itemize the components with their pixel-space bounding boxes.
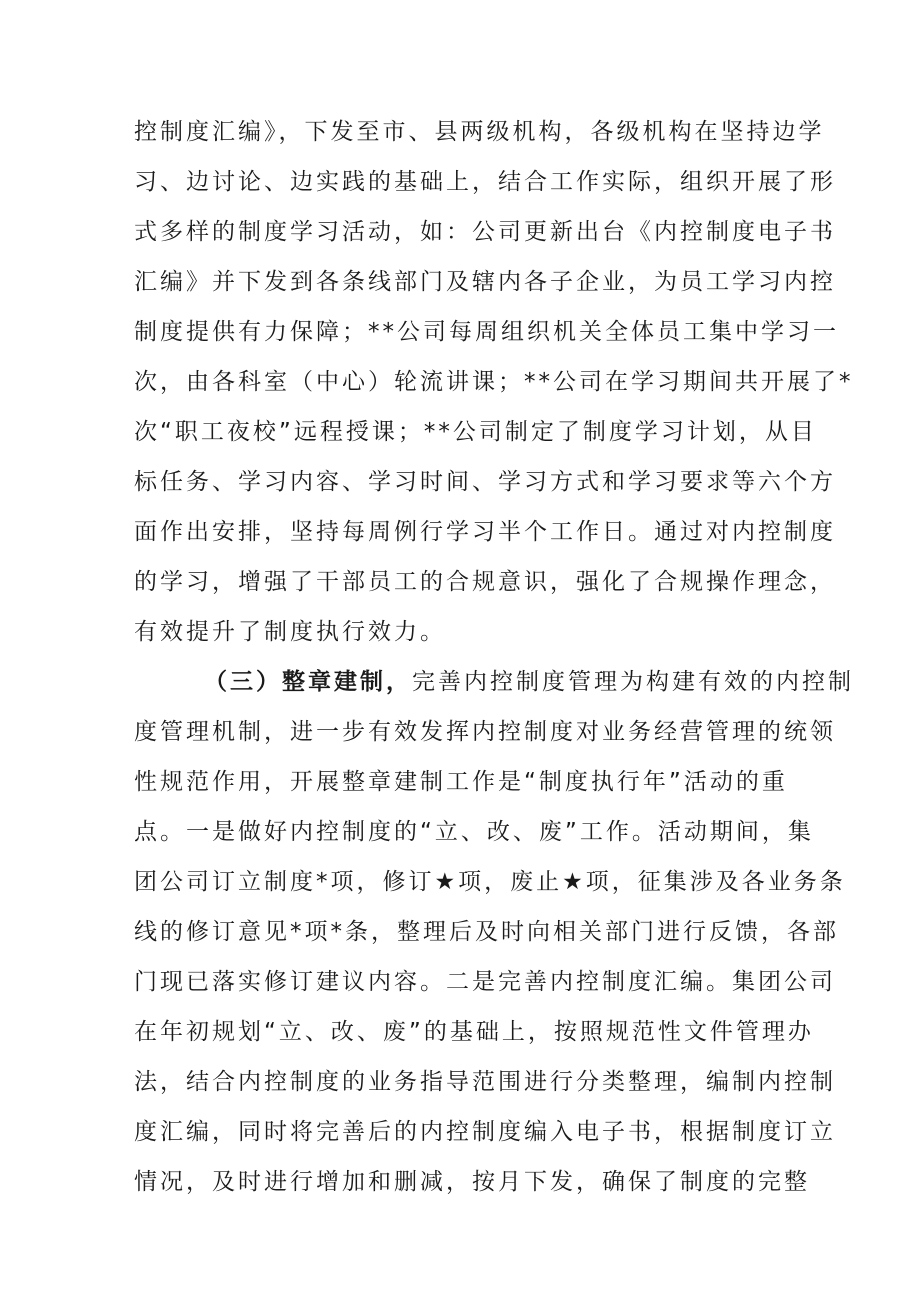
paragraph1-line-10: 的学习，增强了干部员工的合规意识，强化了合规操作理念， (134, 569, 836, 595)
paragraph2-line-3: 性规范作用，开展整章建制工作是“制度执行年”活动的重 (134, 769, 788, 795)
paragraph2-line-5: 团公司订立制度*项，修订★项，废止★项，征集涉及各业务条 (134, 869, 846, 895)
paragraph2-line-2: 度管理机制，进一步有效发挥内控制度对业务经营管理的统领 (134, 719, 836, 745)
paragraph2-line-8: 在年初规划“立、改、废”的基础上，按照规范性文件管理办 (134, 1019, 814, 1045)
paragraph1-line-3: 式多样的制度学习活动，如：公司更新出台《内控制度电子书 (134, 219, 836, 245)
paragraph1-line-5: 制度提供有力保障；**公司每周组织机关全体员工集中学习一 (134, 319, 839, 345)
paragraph2-line-11: 情况，及时进行增加和删减，按月下发，确保了制度的完整 (134, 1169, 810, 1195)
paragraph2-line-10: 度汇编，同时将完善后的内控制度编入电子书，根据制度订立 (134, 1119, 836, 1145)
paragraph1-line-11: 有效提升了制度执行效力。 (134, 619, 446, 645)
paragraph2-line-6: 线的修订意见*项*条，整理后及时向相关部门进行反馈，各部 (134, 919, 839, 945)
paragraph2-line-7: 门现已落实修订建议内容。二是完善内控制度汇编。集团公司 (134, 969, 836, 995)
section-heading: （三）整章建制， (204, 669, 412, 695)
paragraph2-line-4: 点。一是做好内控制度的“立、改、废”工作。活动期间，集 (134, 819, 814, 845)
paragraph1-line-7: 次“职工夜校”远程授课；**公司制定了制度学习计划，从目 (134, 419, 817, 445)
paragraph1-line-8: 标任务、学习内容、学习时间、学习方式和学习要求等六个方 (134, 469, 836, 495)
paragraph1-line-9: 面作出安排，坚持每周例行学习半个工作日。通过对内控制度 (134, 519, 836, 545)
paragraph2-first-line (204, 662, 854, 702)
paragraph2-line-9: 法，结合内控制度的业务指导范围进行分类整理，编制内控制 (134, 1069, 836, 1095)
paragraph1-line-1: 控制度汇编》，下发至市、县两级机构，各级机构在坚持边学 (134, 119, 825, 145)
paragraph1-line-6: 次，由各科室（中心）轮流讲课；**公司在学习期间共开展了* (134, 369, 854, 395)
paragraph1-line-2: 习、边讨论、边实践的基础上，结合工作实际，组织开展了形 (134, 169, 836, 195)
paragraph1-line-4: 汇编》并下发到各条线部门及辖内各子企业，为员工学习内控 (134, 269, 836, 295)
section-heading-rest: 完善内控制度管理为构建有效的内控制 (412, 669, 854, 695)
